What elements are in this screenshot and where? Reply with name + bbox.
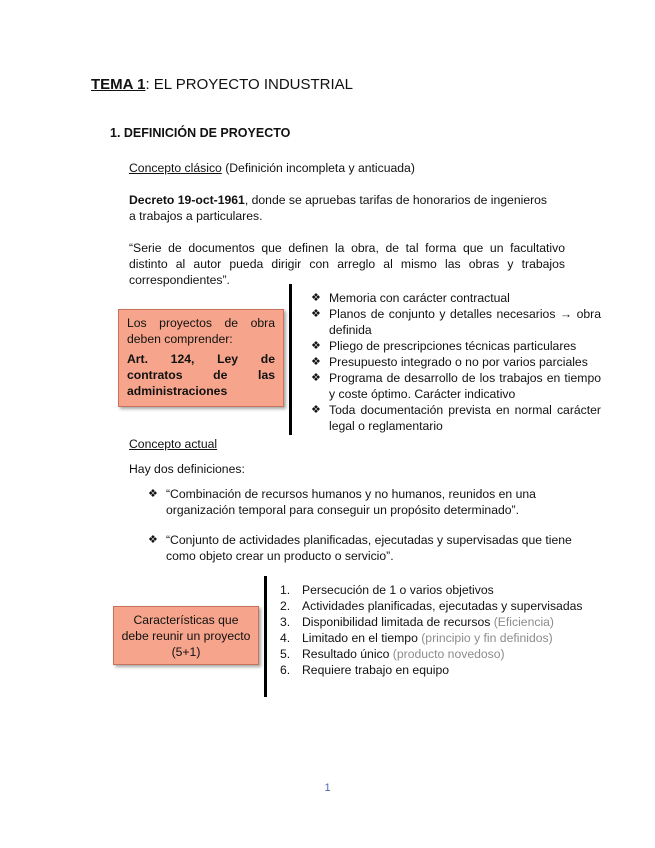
list-item: 4. Limitado en el tiempo (principio y fin definidos): [280, 631, 553, 645]
decreto-text: , donde se apruebas tarifas de honorarios de ingenieros a trabajos a particulares.: [129, 193, 548, 223]
list-item: ❖ Planos de conjunto y detalles necesarios → obra definida: [311, 307, 601, 337]
box2-text: Características que debe reunir un proyecto (5+1): [121, 613, 251, 659]
diamond-bullet-icon: ❖: [311, 340, 321, 352]
list-item: ❖ “Conjunto de actividades planificadas, ejecutadas y supervisadas que tiene como objeto crear un producto o servicio”.: [148, 533, 572, 563]
diamond-bullet-icon: ❖: [148, 488, 158, 500]
list-item: 2. Actividades planificadas, ejecutadas y supervisadas: [280, 599, 583, 613]
title-prefix: TEMA 1: [91, 76, 146, 93]
list-item: ❖ “Combinación de recursos humanos y no humanos, reunidos en una organización temporal para conseguir un propósito determinado”.: [148, 487, 536, 517]
list-item: ❖ Memoria con carácter contractual: [311, 291, 510, 305]
box1-bold: Art. 124, Ley de contratos de las administraciones: [127, 352, 275, 398]
list-item: 6. Requiere trabajo en equipo: [280, 663, 450, 677]
concepto-clasico-label: Concepto clásico: [129, 161, 222, 175]
list-item: ❖ Presupuesto integrado o no por varios parciales: [311, 355, 588, 369]
box-proyectos-obra: [118, 309, 284, 407]
decreto-paragraph: [129, 192, 549, 224]
list-item: 3. Disponibilidad limitada de recursos (Eficiencia): [280, 615, 554, 629]
vertical-divider: [264, 576, 267, 697]
diamond-bullet-icon: ❖: [148, 534, 158, 546]
box-caracteristicas: [113, 606, 259, 665]
diamond-bullet-icon: ❖: [311, 292, 321, 304]
diamond-bullet-icon: ❖: [311, 404, 321, 416]
vertical-divider: [289, 284, 292, 435]
list-item: ❖ Toda documentación prevista en normal carácter legal o reglamentario: [311, 403, 601, 433]
concepto-clasico-note: (Definición incompleta y anticuada): [221, 161, 415, 175]
list-item: 1. Persecución de 1 o varios objetivos: [280, 583, 494, 597]
definitions-list: [148, 486, 576, 564]
box1-text: Los proyectos de obra deben comprender:: [127, 316, 275, 346]
concepto-clasico-line: [129, 160, 415, 176]
section-heading: 1. DEFINICIÓN DE PROYECTO: [110, 126, 291, 140]
diamond-bullet-icon: ❖: [311, 308, 321, 320]
diamond-bullet-icon: ❖: [311, 356, 321, 368]
title-rest: : EL PROYECTO INDUSTRIAL: [145, 76, 353, 93]
concepto-actual-label: Concepto actual: [129, 437, 218, 451]
diamond-bullet-icon: ❖: [311, 372, 321, 384]
decreto-bold: Decreto 19-oct-1961: [129, 193, 245, 207]
page-number: 1: [324, 782, 331, 794]
list-item: ❖ Programa de desarrollo de los trabajos en tiempo y coste óptimo. Carácter indicativo: [311, 371, 601, 401]
hay-dos-text: Hay dos definiciones:: [129, 462, 245, 476]
page-title: [91, 76, 353, 93]
characteristics-list: [280, 582, 589, 678]
documents-list: [311, 290, 601, 434]
quote-definition: “Serie de documentos que definen la obra, de tal forma que un facultativo distinto al autor pueda dirigir con arreglo al mismo las obras y trabajos correspondientes”.: [129, 241, 565, 287]
list-item: ❖ Pliego de prescripciones técnicas particulares: [311, 339, 577, 353]
list-item: 5. Resultado único (producto novedoso): [280, 647, 505, 661]
